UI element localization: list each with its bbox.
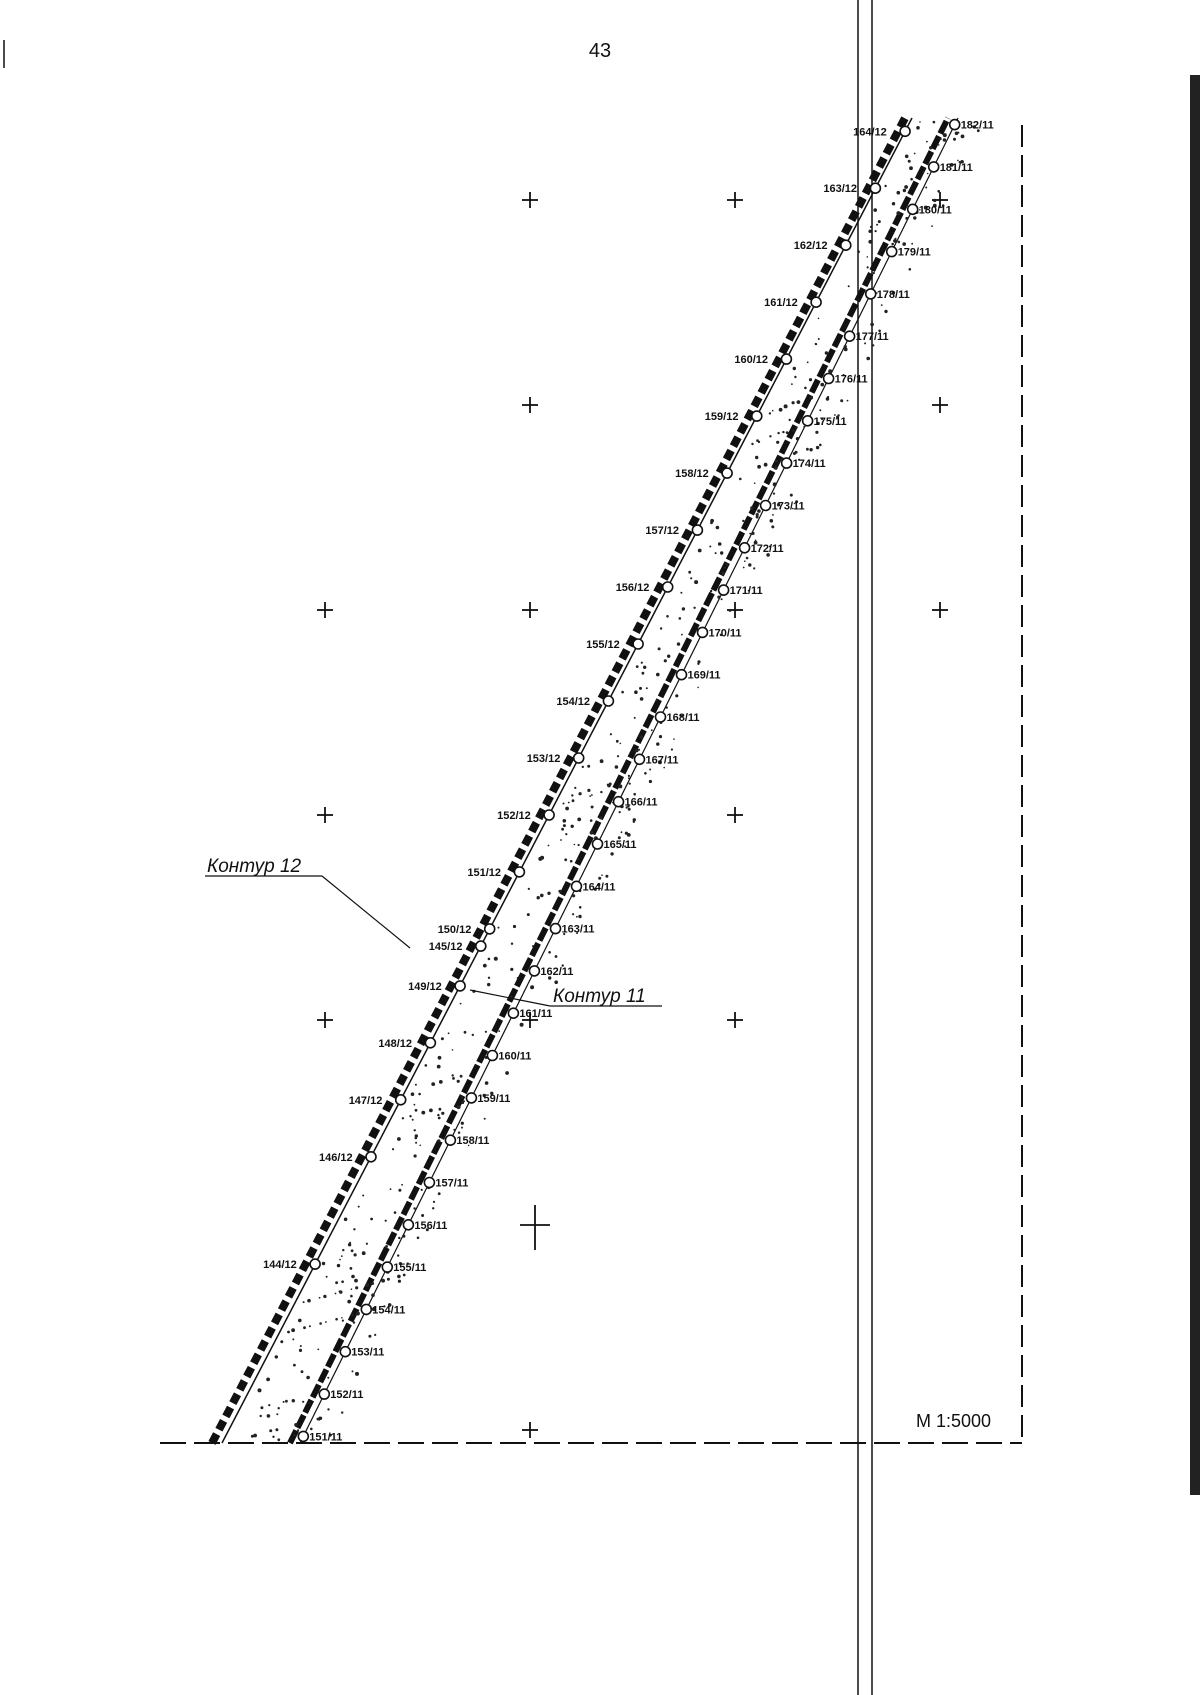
boundary-point-11 bbox=[403, 1220, 447, 1232]
boundary-point-11 bbox=[529, 966, 573, 978]
boundary-point-11 bbox=[340, 1347, 384, 1359]
boundary-point-11 bbox=[677, 670, 721, 682]
point-label: 169/11 bbox=[687, 669, 721, 682]
boundary-point-11 bbox=[929, 162, 973, 174]
point-label: 162/11 bbox=[540, 965, 574, 978]
point-label: 167/11 bbox=[645, 754, 679, 767]
boundary-point-11 bbox=[487, 1051, 531, 1063]
point-label: 181/11 bbox=[939, 161, 973, 174]
point-label: 153/11 bbox=[351, 1346, 385, 1359]
boundary-point-12 bbox=[438, 924, 495, 936]
boundary-point-12 bbox=[319, 1152, 376, 1164]
point-label: 156/11 bbox=[414, 1219, 448, 1232]
point-label: 178/11 bbox=[876, 288, 910, 301]
contour-11-label: Контур 11 bbox=[553, 986, 646, 1007]
grid-cross bbox=[727, 1012, 743, 1028]
point-label: 154/12 bbox=[556, 696, 591, 708]
grid-cross bbox=[932, 602, 948, 618]
point-label: 151/11 bbox=[309, 1431, 343, 1444]
points-contour-11 bbox=[298, 120, 993, 1444]
point-label: 179/11 bbox=[897, 246, 931, 259]
point-label: 161/12 bbox=[764, 297, 798, 310]
point-label: 152/12 bbox=[497, 810, 531, 822]
boundary-point-11 bbox=[740, 543, 784, 555]
contour-12-leader-diag bbox=[322, 876, 410, 948]
contour-11-leader-diag bbox=[470, 990, 550, 1006]
point-label: 180/11 bbox=[918, 204, 952, 217]
point-label: 163/12 bbox=[823, 183, 858, 196]
point-label: 172/11 bbox=[750, 542, 784, 555]
boundary-point-11 bbox=[803, 416, 847, 428]
points-contour-12 bbox=[263, 126, 910, 1271]
point-label: 151/12 bbox=[467, 866, 502, 879]
grid-cross bbox=[317, 602, 333, 618]
boundary-point-11 bbox=[445, 1135, 489, 1147]
contour-11-boundary bbox=[290, 118, 948, 1443]
boundary-point-11 bbox=[887, 247, 931, 259]
boundary-point-11 bbox=[508, 1008, 552, 1020]
point-label: 149/12 bbox=[408, 980, 442, 993]
boundary-point-11 bbox=[319, 1389, 363, 1401]
point-label: 162/12 bbox=[793, 240, 828, 253]
scale-label: M 1:5000 bbox=[916, 1411, 992, 1431]
boundary-point-11 bbox=[424, 1178, 468, 1190]
point-label: 154/11 bbox=[372, 1304, 406, 1317]
stipple-fill bbox=[251, 121, 980, 1444]
point-label: 164/12 bbox=[853, 126, 887, 139]
grid-cross bbox=[727, 807, 743, 823]
point-label: 161/11 bbox=[519, 1008, 553, 1021]
boundary-point-12 bbox=[527, 753, 584, 765]
point-label: 176/11 bbox=[834, 373, 868, 386]
contour-11-edge bbox=[300, 118, 958, 1443]
point-label: 160/12 bbox=[734, 354, 769, 367]
point-label: 157/12 bbox=[645, 525, 680, 538]
point-label: 152/11 bbox=[330, 1389, 364, 1402]
point-label: 156/12 bbox=[615, 582, 650, 594]
point-label: 159/11 bbox=[477, 1092, 511, 1105]
point-label: 182/11 bbox=[960, 119, 994, 132]
point-label: 153/12 bbox=[526, 753, 561, 765]
boundary-point-12 bbox=[734, 354, 791, 366]
boundary-point-11 bbox=[698, 627, 742, 639]
boundary-point-11 bbox=[866, 289, 910, 301]
grid-cross bbox=[932, 397, 948, 413]
boundary-point-11 bbox=[719, 585, 763, 597]
boundary-point-11 bbox=[361, 1304, 405, 1316]
boundary-point-11 bbox=[593, 839, 637, 851]
point-label: 166/11 bbox=[624, 796, 658, 809]
point-label: 171/11 bbox=[729, 585, 763, 598]
boundary-point-11 bbox=[908, 204, 952, 216]
boundary-point-11 bbox=[656, 712, 700, 724]
boundary-point-11 bbox=[551, 924, 595, 936]
boundary-point-11 bbox=[614, 797, 658, 809]
boundary-point-12 bbox=[349, 1095, 406, 1107]
boundary-point-12 bbox=[263, 1259, 320, 1271]
point-label: 163/11 bbox=[561, 923, 595, 936]
point-label: 160/11 bbox=[498, 1050, 532, 1063]
point-label: 158/12 bbox=[675, 468, 709, 481]
grid-cross bbox=[522, 397, 538, 413]
grid-cross bbox=[522, 1422, 538, 1438]
point-label: 175/11 bbox=[813, 415, 847, 428]
contour-12-label: Контур 12 bbox=[207, 856, 302, 877]
boundary-point-12 bbox=[378, 1038, 435, 1050]
point-label: 164/11 bbox=[582, 881, 616, 894]
point-label: 146/12 bbox=[319, 1151, 353, 1164]
contour-12-edge bbox=[222, 118, 912, 1443]
point-label: 177/11 bbox=[855, 331, 889, 344]
boundary-point-11 bbox=[382, 1262, 426, 1274]
contour-12-boundary bbox=[212, 118, 905, 1443]
point-label: 155/12 bbox=[586, 639, 620, 651]
point-label: 174/11 bbox=[792, 458, 826, 471]
boundary-point-11 bbox=[845, 331, 889, 343]
page-number: 43 bbox=[588, 40, 612, 62]
point-label: 150/12 bbox=[437, 923, 472, 936]
boundary-point-11 bbox=[635, 754, 679, 766]
grid-cross bbox=[727, 192, 743, 208]
point-label: 157/11 bbox=[435, 1177, 469, 1190]
point-label: 165/11 bbox=[603, 839, 637, 851]
point-label: 155/11 bbox=[393, 1262, 427, 1275]
scan-edge bbox=[1190, 75, 1200, 1495]
point-label: 148/12 bbox=[378, 1037, 413, 1050]
boundary-point-11 bbox=[466, 1093, 510, 1105]
boundary-point-11 bbox=[761, 501, 805, 513]
point-label: 170/11 bbox=[708, 627, 742, 640]
point-label: 158/11 bbox=[456, 1135, 490, 1148]
point-label: 168/11 bbox=[666, 712, 700, 724]
point-label: 145/12 bbox=[428, 941, 463, 954]
point-label: 144/12 bbox=[263, 1259, 297, 1272]
grid-cross bbox=[317, 807, 333, 823]
boundary-point-12 bbox=[616, 582, 673, 594]
boundary-point-11 bbox=[950, 120, 994, 132]
point-label: 147/12 bbox=[348, 1094, 383, 1107]
boundary-point-11 bbox=[824, 374, 868, 386]
grid-cross bbox=[317, 1012, 333, 1028]
boundary-point-11 bbox=[572, 881, 616, 893]
point-label: 173/11 bbox=[771, 500, 805, 513]
grid-cross bbox=[522, 192, 538, 208]
boundary-point-11 bbox=[298, 1431, 342, 1443]
point-label: 159/12 bbox=[704, 411, 739, 424]
boundary-point-11 bbox=[782, 458, 826, 470]
grid-cross-large bbox=[520, 1205, 550, 1250]
grid-cross bbox=[522, 602, 538, 618]
